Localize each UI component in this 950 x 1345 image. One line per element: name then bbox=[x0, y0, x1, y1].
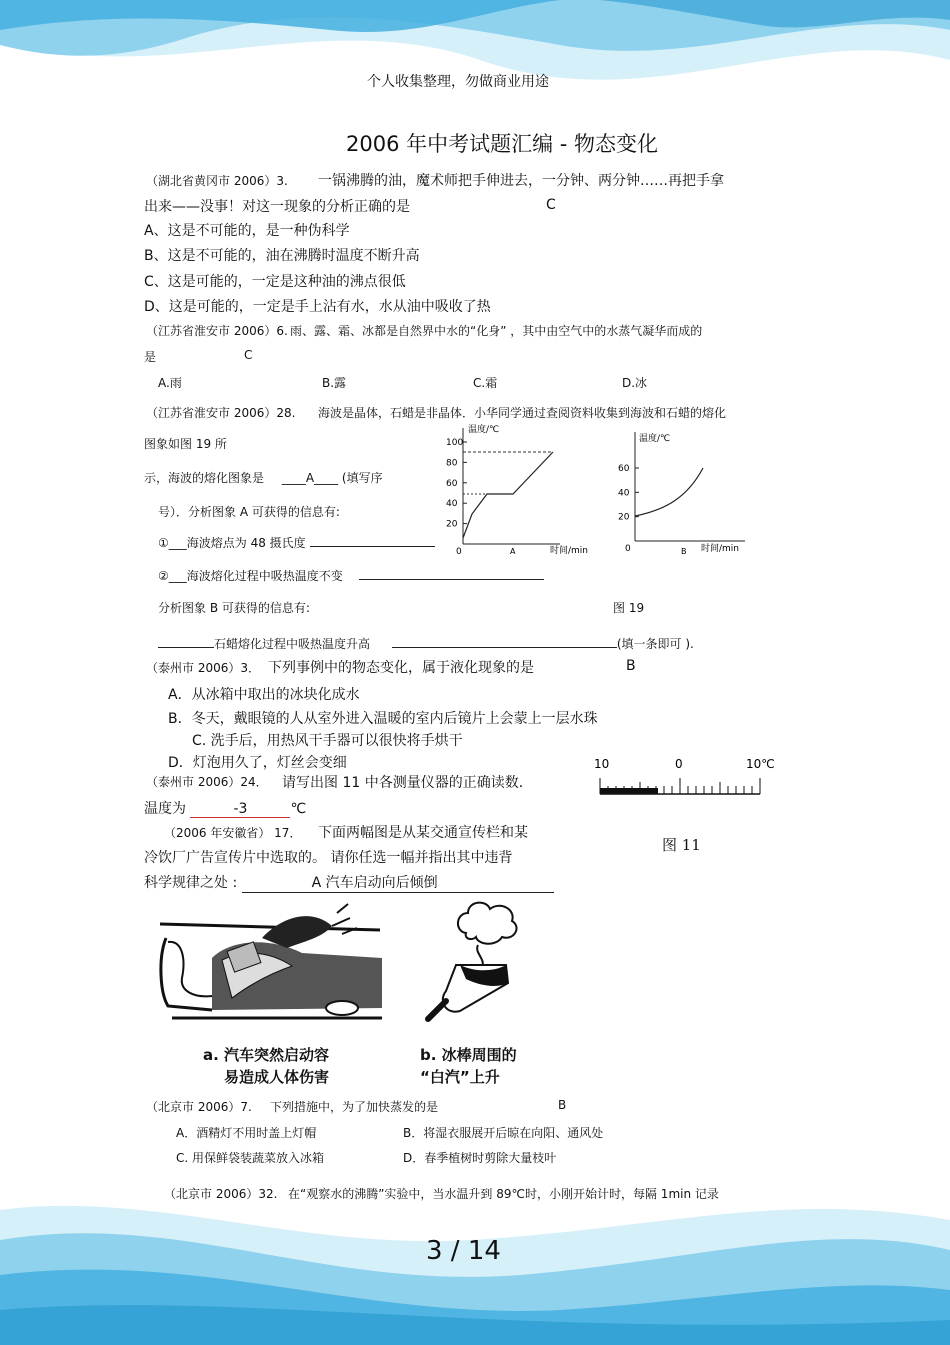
q1-option-c: C、这是可能的，一定是这种油的沸点很低 bbox=[144, 274, 406, 290]
page-title: 2006 年中考试题汇编 - 物态变化 bbox=[346, 132, 659, 156]
chart-b-name: B bbox=[681, 547, 687, 556]
chart-a-curve bbox=[463, 452, 553, 538]
q4-option-d: D．灯泡用久了，灯丝会变细 bbox=[168, 755, 347, 771]
fig19-caption: 图 19 bbox=[613, 601, 645, 615]
q2-answer: C bbox=[244, 348, 253, 362]
chart-b-xlabel: 时间/min bbox=[701, 544, 740, 554]
q4-source: （泰州市 2006）3． bbox=[146, 661, 260, 675]
q6-stem-2: 冷饮厂广告宣传片中选取的。 请你任选一幅并指出其中违背 bbox=[144, 850, 513, 866]
q1-option-d: D、这是可能的，一定是手上沾有水，水从油中吸收了热 bbox=[144, 299, 491, 315]
q3-info-b-underline bbox=[392, 647, 617, 648]
q7-option-c: C. 用保鲜袋装蔬菜放入冰箱 bbox=[176, 1151, 325, 1165]
q3-info1-blank: ___ bbox=[168, 536, 187, 550]
thermo-label-left: 10 bbox=[594, 757, 610, 771]
fig19-chart-b bbox=[615, 428, 765, 560]
q6-stem-1: 下面两幅图是从某交通宣传栏和某 bbox=[318, 825, 528, 841]
q3-info2: 海波熔化过程中吸热温度不变 bbox=[186, 569, 343, 583]
q2-option-b: B.露 bbox=[322, 376, 347, 390]
chart-a-ylabel: 温度/℃ bbox=[468, 425, 500, 435]
chart-a-ytick-label: 20 bbox=[446, 519, 458, 530]
q5-label: 温度为 bbox=[144, 801, 186, 817]
q1-source: （湖北省黄冈市 2006）3. bbox=[146, 174, 288, 188]
chart-a-ytick-label: 0 bbox=[456, 547, 462, 557]
page-number: 3 / 14 bbox=[426, 1236, 501, 1266]
q4-answer: B bbox=[626, 658, 636, 674]
chart-a-ytick-label: 100 bbox=[446, 438, 464, 448]
q3-info-b: 石蜡熔化过程中吸热温度升高 bbox=[214, 637, 371, 651]
chart-a-name: A bbox=[510, 547, 516, 556]
chart-b-ylabel: 温度/℃ bbox=[639, 434, 671, 444]
chart-a-ticks bbox=[446, 438, 467, 557]
q2-option-c: C.霜 bbox=[473, 376, 498, 390]
q5-stem: 请写出图 11 中各测量仪器的正确读数． bbox=[282, 775, 533, 791]
q6-answer: A 汽车启动向后倾倒 bbox=[242, 872, 554, 893]
q4-option-c: C. 洗手后，用热风干手器可以很快将手烘干 bbox=[192, 733, 463, 749]
q2-option-d: D.冰 bbox=[622, 376, 648, 390]
chart-b-ytick-label: 0 bbox=[625, 544, 631, 554]
q7-option-d: D．春季植树时剪除大量枝叶 bbox=[403, 1151, 557, 1165]
q4-option-b: B．冬天，戴眼镜的人从室外进入温暖的室内后镜片上会蒙上一层水珠 bbox=[168, 711, 598, 727]
caption-b-line1: b. 冰棒周围的 bbox=[420, 1046, 517, 1064]
q4-option-a: A．从冰箱中取出的冰块化成水 bbox=[168, 687, 360, 703]
chart-a-ytick-label: 40 bbox=[446, 499, 458, 510]
q5-source: （泰州市 2006）24． bbox=[146, 775, 268, 789]
q1-answer: C bbox=[546, 197, 556, 213]
fig11-thermometer bbox=[590, 752, 775, 802]
q3-line3-post: (填写序 bbox=[341, 471, 383, 485]
q3-info-b-post: (填一条即可 ). bbox=[616, 637, 694, 651]
q3-line-b: 分析图象 B 可获得的信息有: bbox=[158, 601, 310, 615]
caption-b-line2: “白汽”上升 bbox=[420, 1068, 500, 1086]
chart-a-xlabel: 时间/min bbox=[550, 546, 589, 556]
q5-answer: -3 bbox=[190, 801, 290, 818]
q3-line3-pre: 示，海波的熔化图象是 bbox=[144, 471, 265, 485]
q3-line4: 号）．分析图象 A 可获得的信息有: bbox=[158, 505, 340, 519]
q3-line2: 图象如图 19 所 bbox=[144, 437, 227, 451]
q1-option-a: A、这是不可能的，是一种伪科学 bbox=[144, 223, 350, 239]
q2-stem-2: 是 bbox=[144, 350, 157, 364]
q3-info1-marker: ① bbox=[158, 536, 169, 550]
thermo-label-right: 10℃ bbox=[746, 757, 775, 771]
q2-stem: 雨、露、霜、冰都是自然界中水的“化身” ，其中由空气中的水蒸气凝华而成的 bbox=[290, 324, 703, 338]
q4-stem: 下列事例中的物态变化，属于液化现象的是 bbox=[268, 660, 534, 676]
q3-info-b-underline-pre bbox=[158, 647, 214, 648]
fig19-chart-a bbox=[440, 420, 610, 560]
chart-b-curve bbox=[635, 468, 703, 516]
q3-stem: 海波是晶体，石蜡是非晶体．小华同学通过查阅资料收集到海波和石蜡的熔化 bbox=[318, 406, 727, 420]
q7-answer: B bbox=[558, 1098, 567, 1112]
q7-stem: 下列措施中，为了加快蒸发的是 bbox=[270, 1100, 439, 1114]
caption-a-line2: 易造成人体伤害 bbox=[224, 1068, 330, 1086]
q3-info1: 海波熔点为 48 摄氏度 bbox=[186, 536, 306, 550]
q3-source: （江苏省淮安市 2006）28. bbox=[146, 406, 296, 420]
q1-stem-1: 一锅沸腾的油，魔术师把手伸进去，一分钟、两分钟……再把手拿 bbox=[318, 173, 724, 189]
q3-info1-underline bbox=[310, 546, 435, 547]
q1-stem-2: 出来——没事！对这一现象的分析正确的是 bbox=[144, 199, 410, 215]
q2-option-a: A.雨 bbox=[158, 376, 182, 390]
chart-b-ytick-label: 60 bbox=[618, 464, 630, 474]
q3-info2-underline bbox=[359, 579, 544, 580]
car-illustration bbox=[152, 898, 392, 1030]
q6-stem-3: 科学规律之处 : bbox=[144, 875, 238, 891]
chart-a-ytick-label: 60 bbox=[446, 478, 458, 489]
chart-b-ytick-label: 20 bbox=[618, 512, 630, 523]
q7-option-b: B．将湿衣服展开后晾在向阳、通风处 bbox=[403, 1126, 604, 1140]
q7-option-a: A．酒精灯不用时盖上灯帽 bbox=[176, 1126, 317, 1140]
thermo-liquid-column bbox=[600, 788, 658, 794]
q6-source: （2006 年安徽省） 17． bbox=[164, 826, 302, 840]
q2-source: （江苏省淮安市 2006）6. bbox=[146, 324, 288, 338]
q7-source: （北京市 2006）7. bbox=[146, 1100, 252, 1114]
q1-option-b: B、这是不可能的，油在沸腾时温度不断升高 bbox=[144, 248, 420, 264]
caption-a-line1: a. 汽车突然启动容 bbox=[203, 1046, 330, 1064]
q3-info1-blank-2: ___ bbox=[168, 569, 187, 583]
q5-unit: ℃ bbox=[290, 801, 307, 817]
thermo-label-zero: 0 bbox=[675, 757, 683, 771]
popsicle-illustration bbox=[416, 893, 536, 1033]
chart-b-ytick-label: 40 bbox=[618, 488, 630, 499]
chart-a-ytick-label: 80 bbox=[446, 458, 458, 469]
fig11-caption: 图 11 bbox=[662, 836, 701, 854]
q8-stem: 在“观察水的沸腾”实验中，当水温升到 89℃时，小刚开始计时，每隔 1min 记录 bbox=[288, 1187, 719, 1201]
header-note: 个人收集整理，勿做商业用途 bbox=[367, 74, 549, 90]
q3-info2-marker: ② bbox=[158, 569, 169, 583]
q8-source: （北京市 2006）32. bbox=[164, 1187, 278, 1201]
q3-line3-answer: ____A____ bbox=[281, 471, 339, 485]
